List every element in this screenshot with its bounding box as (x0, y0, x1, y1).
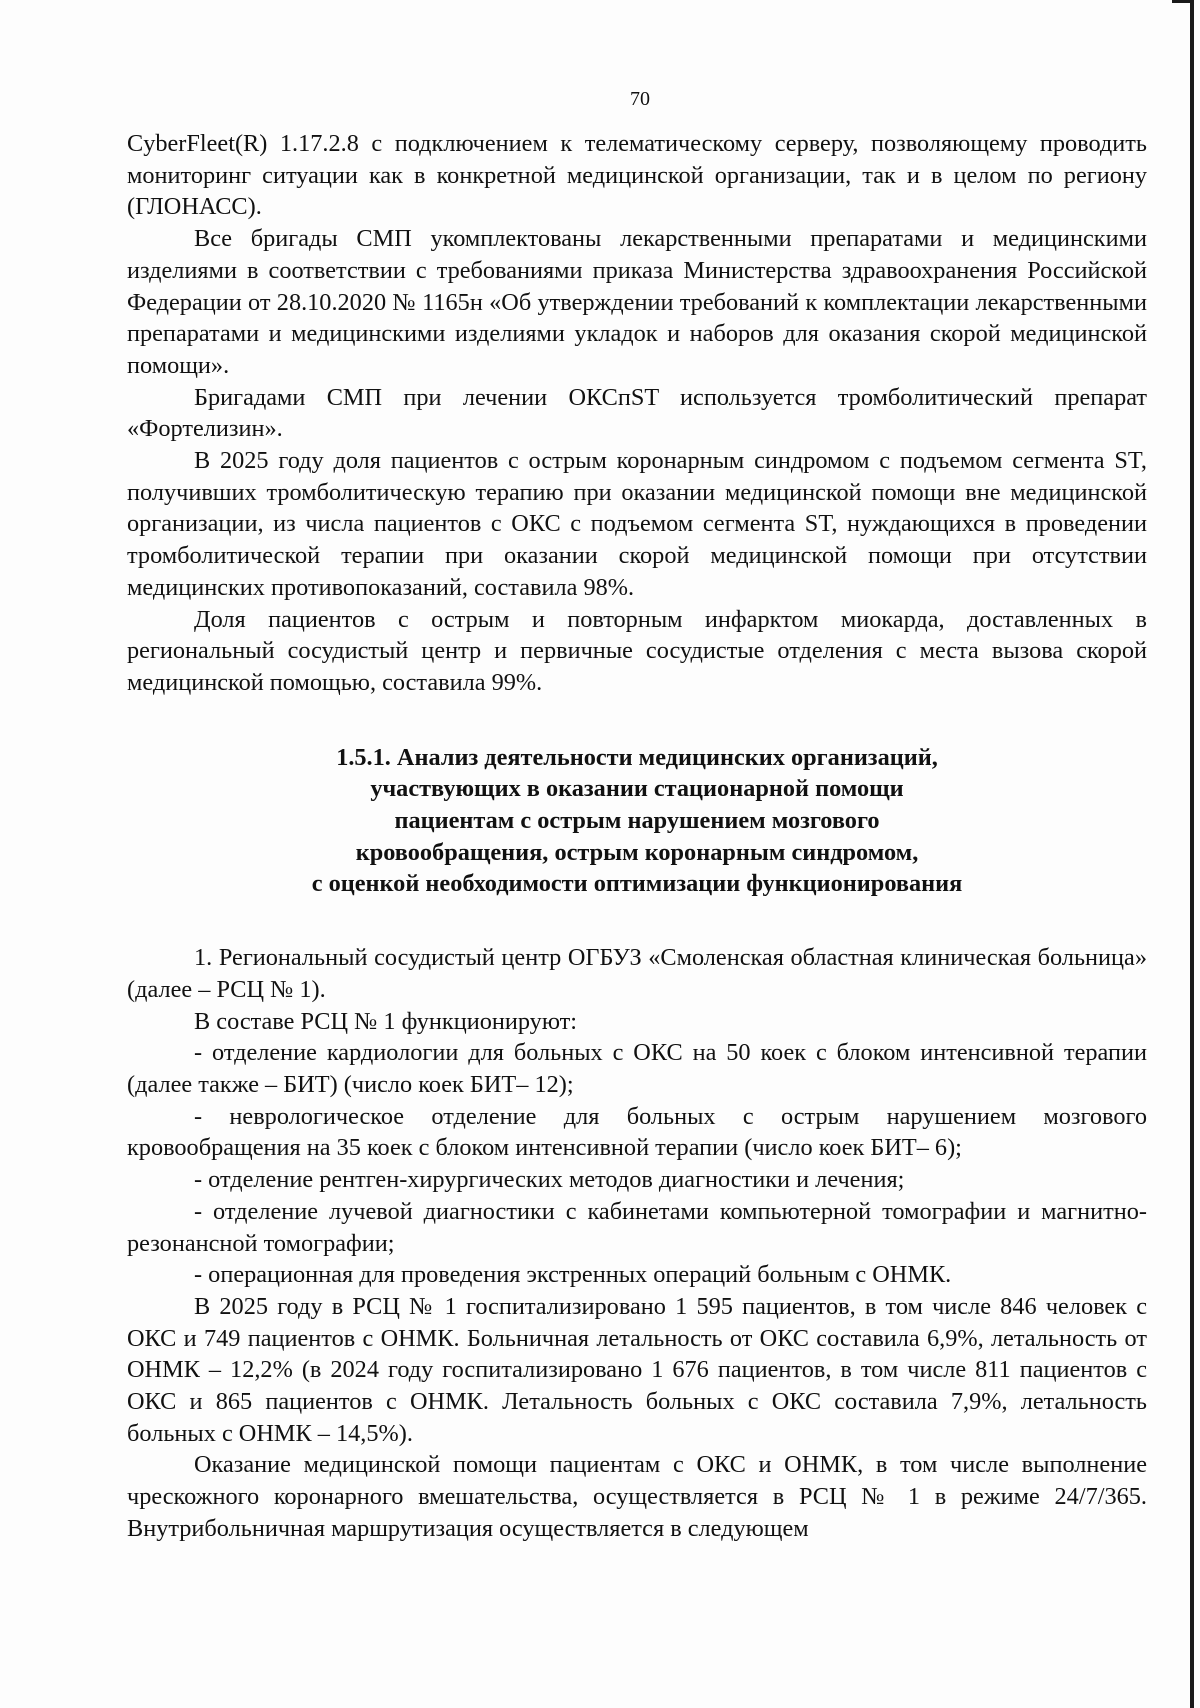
document-body (127, 128, 1147, 1545)
paragraph: Доля пациентов с острым и повторным инфарктом миокарда, доставленных в региональный сосудистый центр и первичные сосудистые отделения с места вызова скорой медицинской помощью, составила 99%. (127, 605, 1147, 696)
section-heading-line: участвующих в оказании стационарной помощи (370, 775, 904, 803)
paragraph: 1. Региональный сосудистый центр ОГБУЗ «Смоленская областная клиническая больница» (далее – РСЦ № 1). (127, 944, 1147, 1003)
list-item: - отделение кардиологии для больных с ОКС на 50 коек с блоком интенсивной терапии (далее также – БИТ) (число коек БИТ– 12); (127, 1039, 1147, 1098)
section-heading (127, 742, 1147, 901)
list-item: - отделение рентген-хирургических методов диагностики и лечения; (194, 1166, 905, 1194)
list-item: - неврологическое отделение для больных с острым нарушением мозгового кровообращения на 35 коек с блоком интенсивной терапии (число коек БИТ– 6); (127, 1102, 1147, 1162)
paragraph: Бригадами СМП при лечении ОКСпST используется тромболитический препарат «Фортелизин». (127, 383, 1147, 443)
list-item: - операционная для проведения экстренных операций больным с ОНМК. (194, 1261, 952, 1289)
scan-edge-mark (1172, 0, 1194, 3)
page-number: 70 (630, 88, 650, 110)
paragraph: CyberFleet(R) 1.17.2.8 с подключением к телематическому серверу, позволяющему проводить мониторинг ситуации как в конкретной медицинской организации, так и в целом по региону (ГЛОНАСС). (127, 130, 1147, 221)
section-heading-line: пациентам с острым нарушением мозгового (394, 807, 880, 835)
paragraph: В составе РСЦ № 1 функционируют: (194, 1007, 578, 1035)
section-heading-line: кровообращения, острым коронарным синдромом, (355, 838, 919, 866)
list-item: - отделение лучевой диагностики с кабинетами компьютерной томографии и магнитно-резонансной томографии; (127, 1197, 1147, 1257)
section-heading-line: 1.5.1. Анализ деятельности медицинских организаций, (336, 743, 938, 771)
paragraph: Оказание медицинской помощи пациентам с ОКС и ОНМК, в том числе выполнение чрескожного коронарного вмешательства, осуществляется в РСЦ № 1 в режиме 24/7/365. Внутрибольничная маршрутизация осуществляется в следующем (127, 1451, 1147, 1542)
section-heading-line: с оценкой необходимости оптимизации функционирования (311, 870, 963, 898)
paragraph: Все бригады СМП укомплектованы лекарственными препаратами и медицинскими изделиями в соответствии с требованиями приказа Министерства здравоохранения Российской Федерации от 28.10.2020 № 1165н «Об утверждении требований к комплектации лекарственными препаратами и медицинскими изделиями укладок и наборов для оказания скорой медицинской помощи». (127, 225, 1147, 379)
scan-edge-line (1190, 0, 1194, 1708)
paragraph: В 2025 году доля пациентов с острым коронарным синдромом с подъемом сегмента ST, получивших тромболитическую терапию при оказании медицинской помощи вне медицинской организации, из числа пациентов с ОКС с подъемом сегмента ST, нуждающихся в проведении тромболитической терапии при оказании скорой медицинской помощи при отсутствии медицинских противопоказаний, составила 98%. (127, 447, 1147, 601)
paragraph: В 2025 году в РСЦ № 1 госпитализировано 1 595 пациентов, в том числе 846 человек с ОКС и 749 пациентов с ОНМК. Больничная летальность от ОКС составила 6,9%, летальность от ОНМК – 12,2% (в 2024 году госпитализировано 1 676 пациентов, в том числе 811 пациентов с ОКС и 865 пациентов с ОНМК. Летальность больных с ОКС составила 7,9%, летальность больных с ОНМК – 14,5%). (127, 1292, 1147, 1447)
